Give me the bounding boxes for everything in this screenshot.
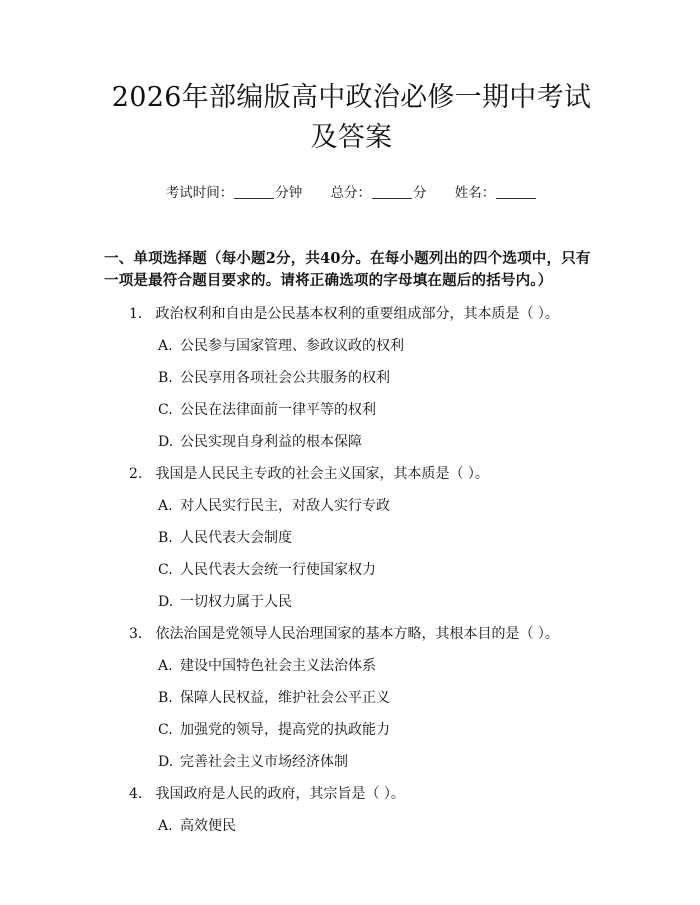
option-text: 人民代表大会统一行使国家权力 <box>180 562 376 578</box>
option-letter: A. <box>158 818 173 834</box>
option-letter: D. <box>158 434 174 450</box>
exam-time-field <box>166 184 303 202</box>
total-score-label: 总分： <box>330 185 371 201</box>
option-text: 完善社会主义市场经济体制 <box>180 754 348 770</box>
exam-time-label: 考试时间： <box>165 185 234 201</box>
question-1 <box>129 304 599 324</box>
option-text: 建设中国特色社会主义法治体系 <box>180 658 376 674</box>
option-text: 公民参与国家管理、参政议政的权利 <box>180 338 404 354</box>
option-text: 加强党的领导，提高党的执政能力 <box>180 722 390 738</box>
question-text: 依法治国是党领导人民治理国家的基本方略，其根本目的是（ ）。 <box>155 626 559 642</box>
exam-time-blank[interactable] <box>234 184 274 199</box>
question-2 <box>129 464 599 484</box>
option-2-a[interactable] <box>158 496 599 516</box>
option-2-d[interactable] <box>158 592 599 612</box>
option-letter: B. <box>158 370 173 386</box>
option-text: 一切权力属于人民 <box>180 594 292 610</box>
question-number: 2. <box>129 466 143 482</box>
total-score-unit: 分 <box>413 185 427 201</box>
name-label: 姓名： <box>454 185 496 201</box>
section-heading-single-choice: 一、单项选择题（每小题2分，共40分。在每小题列出的四个选项中，只有一项是最符合题目要求的。请将正确选项的字母填在题后的括号内。） <box>104 250 591 289</box>
name-field <box>455 184 538 202</box>
question-text: 我国政府是人民的政府，其宗旨是（ ）。 <box>155 786 405 802</box>
document-title: 2026年部编版高中政治必修一期中考试及答案 <box>111 82 592 153</box>
option-text: 对人民实行民主，对敌人实行专政 <box>180 498 390 514</box>
option-1-c[interactable] <box>158 400 599 420</box>
option-text: 保障人民权益，维护社会公平正义 <box>180 690 390 706</box>
option-1-d[interactable] <box>158 432 599 452</box>
option-1-b[interactable] <box>158 368 599 388</box>
question-number: 3. <box>129 626 143 642</box>
option-text: 公民在法律面前一律平等的权利 <box>180 402 376 418</box>
option-3-d[interactable] <box>158 752 599 772</box>
question-text: 我国是人民民主专政的社会主义国家，其本质是（ ）。 <box>155 466 489 482</box>
option-text: 高效便民 <box>180 818 236 834</box>
option-letter: D. <box>158 754 174 770</box>
option-letter: C. <box>158 402 173 418</box>
option-text: 公民实现自身利益的根本保障 <box>180 434 362 450</box>
option-2-c[interactable] <box>158 560 599 580</box>
question-number: 4. <box>129 786 143 802</box>
exam-meta-row <box>104 184 599 202</box>
option-letter: D. <box>158 594 174 610</box>
option-letter: C. <box>158 722 173 738</box>
option-letter: A. <box>158 498 173 514</box>
option-text: 公民享用各项社会公共服务的权利 <box>180 370 390 386</box>
option-letter: B. <box>158 530 173 546</box>
option-4-a[interactable] <box>158 816 599 836</box>
total-score-blank[interactable] <box>372 184 412 199</box>
option-letter: B. <box>158 690 173 706</box>
question-3 <box>129 624 599 644</box>
option-text: 人民代表大会制度 <box>180 530 292 546</box>
option-letter: A. <box>158 338 173 354</box>
question-text: 政治权利和自由是公民基本权利的重要组成部分，其本质是（ ）。 <box>155 306 559 322</box>
option-3-c[interactable] <box>158 720 599 740</box>
question-list <box>104 304 599 836</box>
option-2-b[interactable] <box>158 528 599 548</box>
total-score-field <box>331 184 427 202</box>
option-letter: A. <box>158 658 173 674</box>
exam-time-unit: 分钟 <box>275 185 303 201</box>
name-blank[interactable] <box>496 184 536 199</box>
option-1-a[interactable] <box>158 336 599 356</box>
option-3-b[interactable] <box>158 688 599 708</box>
question-4 <box>129 784 599 804</box>
question-number: 1. <box>129 306 143 322</box>
option-3-a[interactable] <box>158 656 599 676</box>
option-letter: C. <box>158 562 173 578</box>
